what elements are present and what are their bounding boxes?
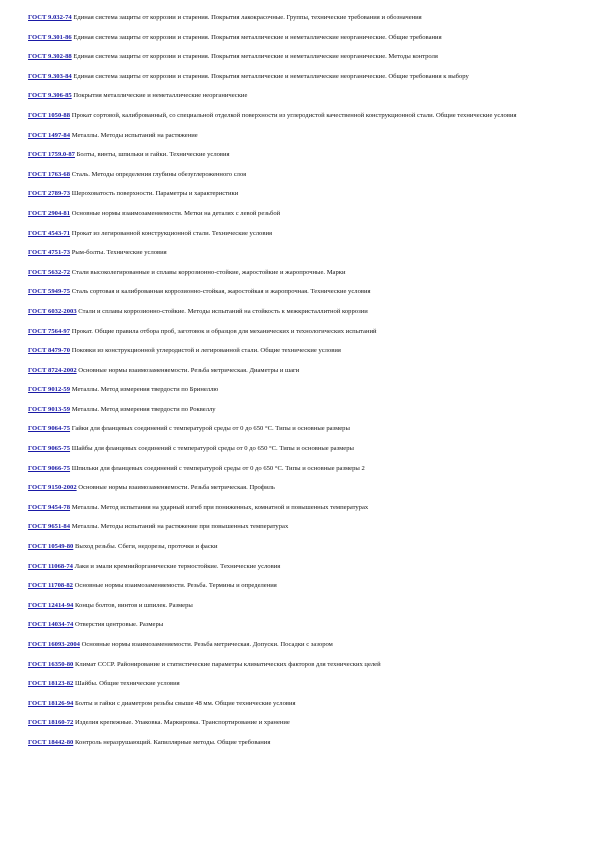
- standard-title: Единая система защиты от коррозии и старения. Покрытия металлические и неметаллические неорганические. Методы контроля: [73, 53, 438, 61]
- standard-code-link[interactable]: ГОСТ 9454-78: [28, 503, 71, 511]
- standard-code-link[interactable]: ГОСТ 11068-74: [28, 562, 73, 570]
- standard-title: Шпильки для фланцевых соединений с температурой среды от 0 до 650 °С. Типы и основные размеры 2: [71, 464, 365, 472]
- standard-title: Металлы. Метод измерения твердости по Роквеллу: [71, 405, 216, 413]
- standard-code-link[interactable]: ГОСТ 16350-80: [28, 660, 74, 668]
- standard-entry: [28, 425, 560, 433]
- standard-entry: [28, 700, 560, 708]
- standard-title: Единая система защиты от коррозии и старения. Покрытия лакокрасочные. Группы, технические требования и обозначения: [73, 14, 422, 21]
- standard-entry: [28, 523, 560, 531]
- standard-entry: [28, 210, 560, 218]
- standard-title: Концы болтов, винтов и шпилек. Размеры: [74, 601, 193, 609]
- standard-title: Отверстия центровые. Размеры: [74, 621, 164, 629]
- standard-entry: [28, 230, 560, 238]
- standard-entry: [28, 445, 560, 453]
- standard-code-link[interactable]: ГОСТ 18442-80: [28, 738, 74, 746]
- standards-list: [28, 14, 560, 759]
- standard-code-link[interactable]: ГОСТ 9.032-74: [28, 14, 72, 21]
- standard-code-link[interactable]: ГОСТ 1050-88: [28, 111, 71, 119]
- standard-entry: [28, 73, 560, 81]
- standard-entry: [28, 563, 560, 571]
- standard-title: Основные нормы взаимозаменяемости. Резьба метрическая. Допуски. Посадки с зазором: [81, 641, 333, 648]
- standard-entry: [28, 151, 560, 159]
- standard-title: Основные нормы взаимозаменяемости. Метки на деталях с левой резьбой: [71, 209, 281, 217]
- standard-title: Изделия крепежные. Упаковка. Маркировка. Транспортирование и хранение: [74, 719, 290, 727]
- standard-code-link[interactable]: ГОСТ 9.301-86: [28, 33, 72, 41]
- standard-title: Лаки и эмали кремнийорганические термостойкие. Технические условия: [74, 562, 281, 570]
- standard-entry: [28, 92, 560, 100]
- standard-title: Рым-болты. Технические условия: [71, 249, 167, 257]
- standard-entry: [28, 719, 560, 727]
- standard-code-link[interactable]: ГОСТ 4543-71: [28, 229, 71, 237]
- standard-code-link[interactable]: ГОСТ 9150-2002: [28, 484, 77, 492]
- standard-entry: [28, 132, 560, 140]
- standard-entry: [28, 34, 560, 42]
- standard-entry: [28, 621, 560, 629]
- standard-title: Контроль неразрушающий. Капиллярные методы. Общие требования: [74, 738, 271, 746]
- standard-title: Единая система защиты от коррозии и старения. Покрытия металлические и неметаллические неорганические. Общие требования к выбору: [73, 72, 469, 80]
- standard-entry: [28, 347, 560, 355]
- standard-code-link[interactable]: ГОСТ 9651-84: [28, 523, 71, 531]
- standard-code-link[interactable]: ГОСТ 7564-97: [28, 327, 71, 335]
- standard-code-link[interactable]: ГОСТ 9.306-85: [28, 92, 72, 100]
- standard-entry: [28, 386, 560, 394]
- standard-entry: [28, 171, 560, 179]
- standard-title: Болты, винты, шпильки и гайки. Технические условия: [76, 151, 230, 159]
- standard-code-link[interactable]: ГОСТ 18160-72: [28, 719, 74, 727]
- standard-title: Основные нормы взаимозаменяемости. Резьба. Термины и определения: [74, 582, 277, 590]
- standard-title: Металлы. Метод измерения твердости по Бринеллю: [71, 386, 219, 394]
- standard-title: Стали высоколегированные и сплавы коррозионно-стойкие, жаростойкие и жаропрочные. Марки: [71, 268, 346, 276]
- standard-title: Выход резьбы. Сбеги, недорезы, проточки и фаски: [74, 543, 218, 551]
- standard-title: Сталь. Методы определения глубины обезуглероженного слоя: [71, 170, 247, 178]
- standard-title: Шайбы. Общие технические условия: [74, 680, 180, 688]
- standard-code-link[interactable]: ГОСТ 9012-59: [28, 386, 71, 394]
- standard-entry: [28, 484, 560, 492]
- standard-entry: [28, 53, 560, 61]
- standard-entry: [28, 680, 560, 688]
- standard-code-link[interactable]: ГОСТ 9064-75: [28, 425, 71, 433]
- standard-code-link[interactable]: ГОСТ 9066-75: [28, 464, 71, 472]
- standard-code-link[interactable]: ГОСТ 1497-84: [28, 131, 71, 139]
- standard-title: Прокат. Общие правила отбора проб, заготовок и образцов для механических и технологических испытаний: [71, 327, 377, 335]
- standard-title: Покрытия металлические и неметаллические неорганические: [73, 92, 248, 100]
- standard-entry: [28, 328, 560, 336]
- standard-title: Климат СССР. Районирование и статистические параметры климатических факторов для технических целей: [74, 660, 381, 668]
- standard-code-link[interactable]: ГОСТ 18126-94: [28, 699, 74, 707]
- standard-code-link[interactable]: ГОСТ 16093-2004: [28, 641, 80, 648]
- standard-code-link[interactable]: ГОСТ 8724-2002: [28, 366, 77, 374]
- standard-title: Сталь сортовая и калиброванная коррозионно-стойкая, жаростойкая и жаропрочная. Технические условия: [71, 288, 371, 296]
- standard-title: Шайбы для фланцевых соединений с температурой среды от 0 до 650 °С. Типы и основные размеры: [71, 445, 354, 453]
- standard-entry: [28, 543, 560, 551]
- standard-title: Основные нормы взаимозаменяемости. Резьба метрическая. Диаметры и шаги: [78, 366, 300, 374]
- standard-title: Болты и гайки с диаметром резьбы свыше 48 мм. Общие технические условия: [74, 699, 296, 707]
- standard-entry: [28, 465, 560, 473]
- standard-code-link[interactable]: ГОСТ 6032-2003: [28, 307, 77, 315]
- standard-code-link[interactable]: ГОСТ 18123-82: [28, 680, 74, 688]
- standard-code-link[interactable]: ГОСТ 9.302-88: [28, 53, 72, 61]
- standard-code-link[interactable]: ГОСТ 12414-94: [28, 601, 74, 609]
- standard-title: Прокат сортовой, калиброванный, со специальной отделкой поверхности из углеродистой качественной конструкционной стали. Общие технические условия: [71, 111, 517, 119]
- standard-code-link[interactable]: ГОСТ 4751-73: [28, 249, 71, 257]
- standard-entry: [28, 249, 560, 257]
- standard-title: Поковки из конструкционной углеродистой и легированной стали. Общие технические условия: [71, 347, 341, 355]
- standard-title: Основные нормы взаимозаменяемости. Резьба метрическая. Профиль: [78, 484, 275, 492]
- standard-code-link[interactable]: ГОСТ 8479-70: [28, 347, 71, 355]
- standard-code-link[interactable]: ГОСТ 1763-68: [28, 170, 71, 178]
- standard-code-link[interactable]: ГОСТ 9.303-84: [28, 72, 72, 80]
- standard-title: Прокат из легированной конструкционной стали. Технические условия: [71, 229, 273, 237]
- standard-entry: [28, 739, 560, 747]
- standard-entry: [28, 367, 560, 375]
- standard-entry: [28, 14, 560, 22]
- standard-code-link[interactable]: ГОСТ 9065-75: [28, 445, 71, 453]
- standard-title: Металлы. Методы испытаний на растяжение при повышенных температурах: [71, 523, 289, 531]
- standard-entry: [28, 504, 560, 512]
- standard-entry: [28, 602, 560, 610]
- standard-code-link[interactable]: ГОСТ 9013-59: [28, 405, 71, 413]
- standard-title: Гайки для фланцевых соединений с температурой среды от 0 до 650 °С. Типы и основные размеры: [71, 425, 350, 433]
- standard-code-link[interactable]: ГОСТ 5632-72: [28, 268, 71, 276]
- standard-code-link[interactable]: ГОСТ 1759.0-87: [28, 151, 75, 159]
- standard-code-link[interactable]: ГОСТ 10549-80: [28, 543, 74, 551]
- standard-entry: [28, 269, 560, 277]
- standard-entry: [28, 661, 560, 669]
- standard-title: Единая система защиты от коррозии и старения. Покрытия металлические и неметаллические неорганические. Общие требования: [73, 33, 442, 41]
- standard-entry: [28, 288, 560, 296]
- standard-code-link[interactable]: ГОСТ 5949-75: [28, 288, 71, 296]
- standard-entry: [28, 641, 560, 649]
- standard-code-link[interactable]: ГОСТ 2904-81: [28, 209, 71, 217]
- standard-title: Металлы. Метод испытания на ударный изгиб при пониженных, комнатной и повышенных температурах: [71, 503, 369, 511]
- standard-entry: [28, 112, 560, 120]
- standard-title: Стали и сплавы коррозионно-стойкие. Методы испытаний на стойкость к межкристаллитной коррозии: [78, 307, 368, 315]
- standard-code-link[interactable]: ГОСТ 14034-74: [28, 621, 74, 629]
- standard-code-link[interactable]: ГОСТ 2789-73: [28, 190, 71, 198]
- standard-code-link[interactable]: ГОСТ 11708-82: [28, 582, 73, 590]
- standard-title: Металлы. Методы испытаний на растяжение: [71, 131, 198, 139]
- standard-entry: [28, 406, 560, 414]
- standard-entry: [28, 190, 560, 198]
- standard-entry: [28, 308, 560, 316]
- standard-title: Шероховатость поверхности. Параметры и характеристики: [71, 190, 239, 198]
- standard-entry: [28, 582, 560, 590]
